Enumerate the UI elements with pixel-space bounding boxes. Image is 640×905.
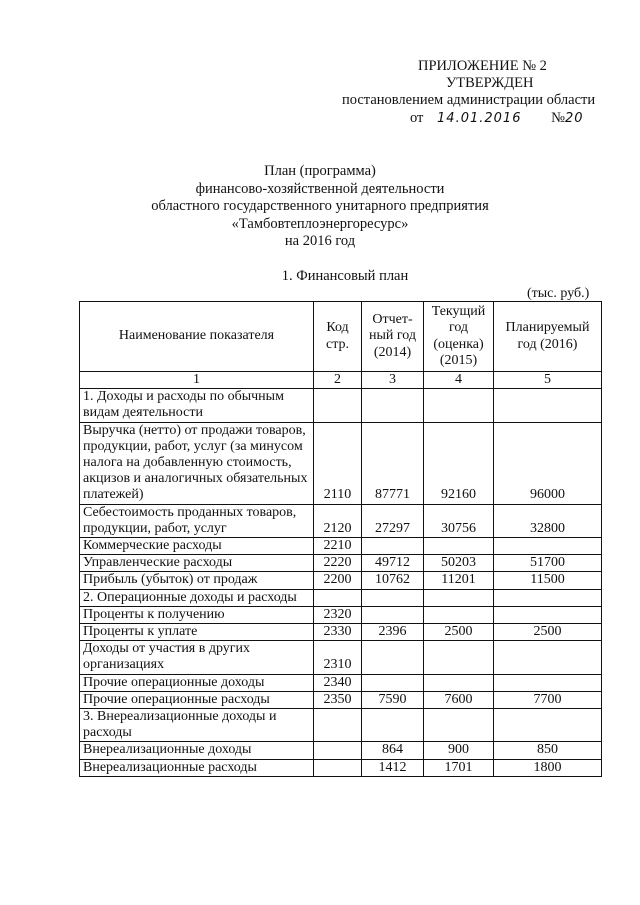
section-title: 1. Финансовый план (281, 268, 409, 284)
date-number-line (410, 110, 583, 127)
row-code (314, 589, 362, 606)
table-row (80, 742, 602, 759)
column-number: 5 (494, 372, 602, 389)
value-2015: 50203 (424, 555, 494, 572)
handwritten-number: 20 (564, 111, 584, 126)
value-2014: 10762 (362, 572, 424, 589)
row-code: 2340 (314, 674, 362, 691)
header-2014: Отчет-ный год (2014) (362, 302, 424, 372)
table-row (80, 572, 602, 589)
row-name: Коммерческие расходы (80, 538, 314, 555)
row-code (314, 742, 362, 759)
column-number: 2 (314, 372, 362, 389)
approved-label: УТВЕРЖДЕН (446, 75, 534, 91)
table-row (80, 674, 602, 691)
column-number: 3 (362, 372, 424, 389)
title-line: на 2016 год (284, 233, 356, 249)
value-2015 (424, 589, 494, 606)
approved-by: постановлением администрации области (342, 92, 596, 108)
document-title (0, 163, 640, 251)
appendix-label: ПРИЛОЖЕНИЕ № 2 (418, 58, 547, 74)
value-2014: 864 (362, 742, 424, 759)
title-line: областного государственного унитарного предприятия (151, 198, 489, 214)
column-number: 4 (424, 372, 494, 389)
header-code: Код стр. (314, 302, 362, 372)
column-number: 1 (80, 372, 314, 389)
title-line: План (программа) (264, 163, 376, 179)
row-code (314, 709, 362, 742)
row-code: 2120 (314, 504, 362, 537)
value-2015 (424, 709, 494, 742)
value-2014 (362, 589, 424, 606)
title-line: «Тамбовтеплоэнергоресурс» (231, 215, 409, 232)
value-2016 (494, 538, 602, 555)
row-name: 3. Внереализационные доходы и расходы (80, 709, 314, 742)
value-2016 (494, 589, 602, 606)
row-name: Прочие операционные доходы (80, 674, 314, 691)
title-line: финансово-хозяйственной деятельности (195, 180, 445, 197)
value-2015 (424, 641, 494, 674)
value-2016 (494, 606, 602, 623)
header-2015: Текущий год (оценка) (2015) (424, 302, 494, 372)
table-row (80, 589, 602, 606)
row-code: 2210 (314, 538, 362, 555)
value-2014 (362, 641, 424, 674)
row-name: 1. Доходы и расходы по обычным видам деятельности (80, 389, 314, 422)
value-2016 (494, 674, 602, 691)
row-code: 2200 (314, 572, 362, 589)
table-row (80, 422, 602, 504)
number-label: № (551, 110, 565, 126)
row-name: Внереализационные доходы (80, 742, 314, 759)
value-2014 (362, 606, 424, 623)
row-code: 2320 (314, 606, 362, 623)
value-2016: 1800 (494, 759, 602, 776)
units-label: (тыс. руб.) (527, 286, 590, 301)
row-code: 2330 (314, 624, 362, 641)
table-row (80, 389, 602, 422)
value-2015 (424, 389, 494, 422)
table-row (80, 759, 602, 776)
table-row (80, 691, 602, 708)
row-name: Прибыль (убыток) от продаж (80, 572, 314, 589)
table-row (80, 624, 602, 641)
value-2014 (362, 674, 424, 691)
value-2015: 1701 (424, 759, 494, 776)
value-2016: 850 (494, 742, 602, 759)
row-name: Проценты к получению (80, 606, 314, 623)
table-row (80, 538, 602, 555)
value-2015: 92160 (424, 422, 494, 504)
value-2016 (494, 389, 602, 422)
value-2015: 900 (424, 742, 494, 759)
column-number-row (80, 372, 602, 389)
value-2015: 11201 (424, 572, 494, 589)
value-2016: 7700 (494, 691, 602, 708)
value-2014: 7590 (362, 691, 424, 708)
row-code (314, 759, 362, 776)
value-2014: 1412 (362, 759, 424, 776)
row-name: Управленческие расходы (80, 555, 314, 572)
table-row (80, 606, 602, 623)
row-name: Выручка (нетто) от продажи товаров, продукции, работ, услуг (за минусом налога на добавленную стоимость, акцизов и аналогичных обязательных платежей) (80, 422, 314, 504)
table-header-row (80, 302, 602, 372)
table-row (80, 504, 602, 537)
value-2014 (362, 538, 424, 555)
value-2015: 30756 (424, 504, 494, 537)
value-2016: 2500 (494, 624, 602, 641)
value-2014: 87771 (362, 422, 424, 504)
value-2015 (424, 674, 494, 691)
value-2015: 7600 (424, 691, 494, 708)
row-code: 2350 (314, 691, 362, 708)
value-2015 (424, 606, 494, 623)
header-2016: Планируемый год (2016) (494, 302, 602, 372)
value-2016: 11500 (494, 572, 602, 589)
value-2015: 2500 (424, 624, 494, 641)
row-code: 2310 (314, 641, 362, 674)
financial-plan-table (79, 301, 602, 777)
row-name: 2. Операционные доходы и расходы (80, 589, 314, 606)
row-name: Себестоимость проданных товаров, продукции, работ, услуг (80, 504, 314, 537)
header-name: Наименование показателя (80, 302, 314, 372)
value-2014 (362, 389, 424, 422)
row-code (314, 389, 362, 422)
table-row (80, 555, 602, 572)
value-2015 (424, 538, 494, 555)
value-2014: 2396 (362, 624, 424, 641)
table-row (80, 709, 602, 742)
value-2016: 51700 (494, 555, 602, 572)
row-code: 2220 (314, 555, 362, 572)
row-name: Внереализационные расходы (80, 759, 314, 776)
row-name: Проценты к уплате (80, 624, 314, 641)
row-name: Прочие операционные расходы (80, 691, 314, 708)
value-2016: 96000 (494, 422, 602, 504)
value-2016 (494, 641, 602, 674)
from-label: от (410, 110, 424, 126)
value-2016 (494, 709, 602, 742)
row-name: Доходы от участия в других организациях (80, 641, 314, 674)
value-2014: 27297 (362, 504, 424, 537)
value-2014 (362, 709, 424, 742)
value-2014: 49712 (362, 555, 424, 572)
table-row (80, 641, 602, 674)
value-2016: 32800 (494, 504, 602, 537)
row-code: 2110 (314, 422, 362, 504)
handwritten-date: 14.01.2016 (437, 111, 522, 126)
